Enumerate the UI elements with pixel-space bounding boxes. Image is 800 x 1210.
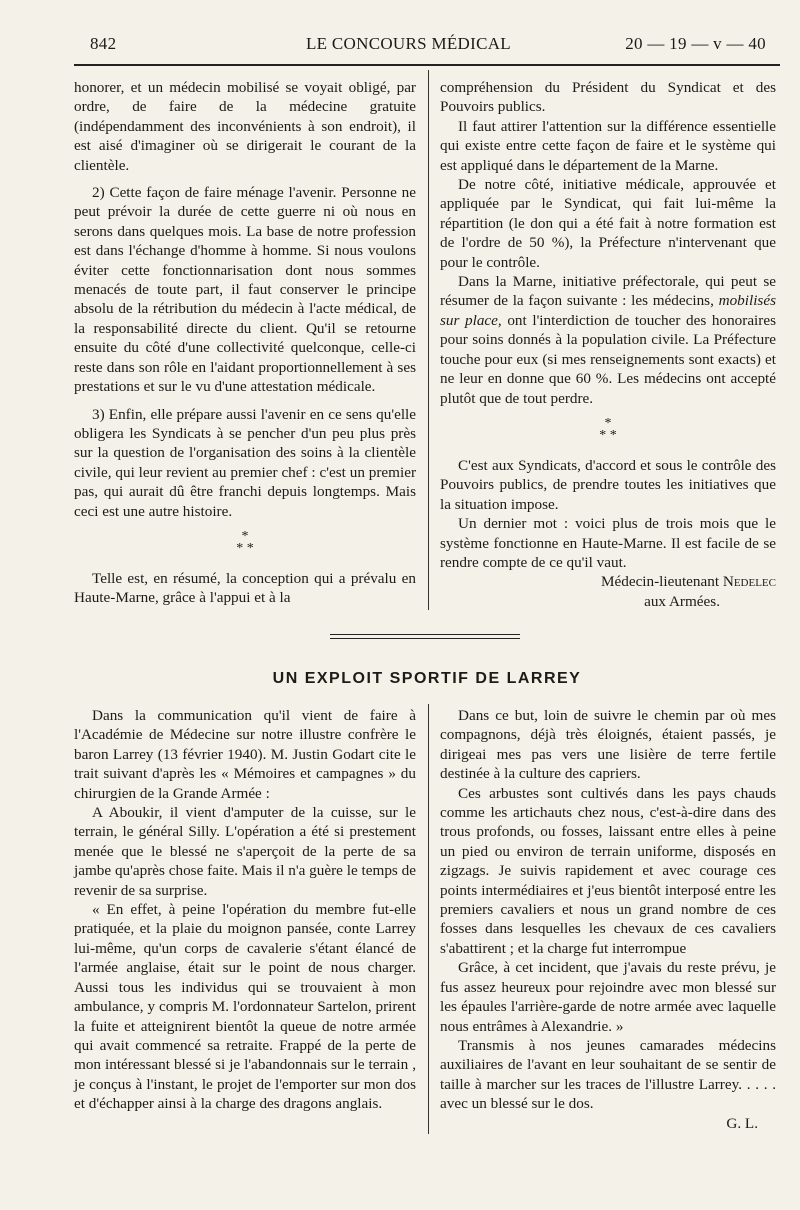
header-rule xyxy=(74,64,780,66)
author-initials: G. L. xyxy=(726,1114,758,1132)
column-divider xyxy=(428,704,429,1134)
paragraph: Dans la Marne, initiative préfectorale, qui peut se résumer de la façon suivante : les médecins, mobilisés sur place, ont l'interdiction de toucher des honoraires pour soins donnés à la population civile. La Préfecture touche pour eux (si mes renseignements sont exacts) et ne leur en donne que 60 %. Les médecins ont accepté plutôt que de tout perdre. xyxy=(440,273,776,407)
page-number: 842 xyxy=(90,34,117,53)
paragraph: Grâce, à cet incident, que j'avais du reste prévu, je fus assez heureux pour rejoindre avec mon blessé sur les épaules l'arrière-garde de notre armée avec laquelle nous entrâmes à Alexandrie. » xyxy=(440,959,776,1035)
running-header xyxy=(74,34,774,56)
paragraph: honorer, et un médecin mobilisé se voyait obligé, par ordre, de faire de la médecine gratuite (indépendamment des inconvénients à son endroit), il est aisé d'imaginer où se dirigerait le courant de la clientèle. xyxy=(74,79,416,174)
column-divider xyxy=(428,70,429,610)
article-title: UN EXPLOIT SPORTIF DE LARREY xyxy=(272,670,582,687)
paragraph: Dans ce but, loin de suivre le chemin par où mes compagnons, déjà très éloignés, étaient passés, je dirigeai mes pas vers une lisière de terre fertile destinée à la culture des capriers. xyxy=(440,707,776,783)
paragraph: 2) Cette façon de faire ménage l'avenir. Personne ne peut prévoir la durée de cette guerre ni où nous en serons dans quelques mois. La base de notre profession est dans l'échange d'homme à homme. Si nous voulons éviter cette fonctionnarisation dont nous sommes menacés de toute part, il faut conserver le principe absolu de la rétribution du médecin à l'acte médical, de la responsabilité directe du client. Qu'il se retourne ensuite du côté d'une collectivité quelconque, celle-ci reste dans son rôle en l'aidant proportionnellement à ses prestations et sur le vu d'une attestation médicale. xyxy=(74,184,416,396)
paragraph: compréhension du Président du Syndicat et des Pouvoirs publics. xyxy=(440,79,776,116)
issue-number: 20 — 19 — v — 40 xyxy=(625,34,766,53)
paragraph: Dans la communication qu'il vient de faire à l'Académie de Médecine sur notre illustre confrère le baron Larrey (13 février 1940). M. Justin Godart cite le trait suivant d'après les « Mémoires et campagnes » du chirurgien de la Grande Armée : xyxy=(74,707,416,802)
paragraph: A Aboukir, il vient d'amputer de la cuisse, sur le terrain, le général Silly. L'opération a été si prestement menée que le blessé ne s'aperçoit de la perte de sa jambe qu'après chose faite. Mais il n'a guère le temps de revenir de sa surprise. xyxy=(74,804,416,899)
journal-title: LE CONCOURS MÉDICAL xyxy=(306,34,511,53)
top-left-column xyxy=(74,78,416,608)
paragraph: De notre côté, initiative médicale, approuvée et appliquée par le Syndicat, qui fait lui-même la répartition (le don qui a été fait à notre formation est de l'ordre de 50 %), la Préfecture n'intervenant que pour le contrôle. xyxy=(440,176,776,271)
signature-name: Nedelec xyxy=(722,573,776,591)
paragraph: Telle est, en résumé, la conception qui a prévalu en Haute-Marne, grâce à l'appui et à la xyxy=(74,569,416,607)
section-separator xyxy=(330,634,520,635)
paragraph: Ces arbustes sont cultivés dans les pays chauds comme les artichauts chez nous, c'est-à-dire dans des trous profonds, ou fosses, laissant entre elles à peine un pied ou environ de terrain uniforme, disposés en zigzags. Je suivis rapidement et avec courage ces points intermédiaires et j'eus bientôt interposé entre les premiers cavaliers et nous un grand nombre de ces fosses dans lesquelles les chevaux de ces cavaliers s'abattirent ; et la charge fut interrompue xyxy=(440,784,776,957)
section-separator xyxy=(330,638,520,639)
article-left-column xyxy=(74,706,416,1114)
paragraph: « En effet, à peine l'opération du membre fut-elle pratiquée, et la plaie du moignon pansée, conte Larrey lui-même, qu'un corps de cavalerie s'étant élancé de l'armée anglaise, était sur le point de nous charger. Aussi tous les individus qui se trouvaient à mon ambulance, y compris M. l'ordonnateur Sartelon, prirent la fuite et atteignirent bientôt la queue de notre armée qui avait commencé sa retraite. Frappé de la perte de mon intéressant blessé si je l'abandonnais sur le terrain , je conçus à l'instant, le projet de l'emporter sur mon dos et d'échapper ainsi à la charge des dragons anglais. xyxy=(74,901,416,1113)
paragraph: Il faut attirer l'attention sur la différence essentielle qui existe entre cette façon de faire et le système qui est appliqué dans le département de la Marne. xyxy=(440,117,776,174)
paragraph: 3) Enfin, elle prépare aussi l'avenir en ce sens qu'elle obligera les Syndicats à se pencher d'un peu plus près sur la question de l'organisation des soins à la clientèle civile, qui leur revient au premier chef : c'est un premier pas, qui aurait dû être franchi depuis longtemps. Mais ceci est une autre histoire. xyxy=(74,405,416,520)
paragraph: Transmis à nos jeunes camarades médecins auxiliaires de l'avant en leur souhaitant de se sentir de taille à marcher sur les traces de l'illustre Larrey. . . . . avec un blessé sur le dos. xyxy=(440,1036,776,1113)
paragraph: Un dernier mot : voici plus de trois mois que le système fonctionne en Haute-Marne. Il est facile de se rendre compte de ce qu'il vaut. xyxy=(440,515,776,571)
article-right-column xyxy=(440,706,776,1133)
asterism: * * * xyxy=(599,415,617,443)
signature-unit: aux Armées. xyxy=(644,592,720,610)
paragraph: C'est aux Syndicats, d'accord et sous le contrôle des Pouvoirs publics, de prendre toutes les initiatives que la situation impose. xyxy=(440,456,776,513)
top-right-column xyxy=(440,78,776,611)
italic-phrase: mobilisés sur place xyxy=(440,292,776,329)
signature: Médecin-lieutenant Nedelec xyxy=(600,573,776,591)
asterism: * * * xyxy=(236,528,254,556)
